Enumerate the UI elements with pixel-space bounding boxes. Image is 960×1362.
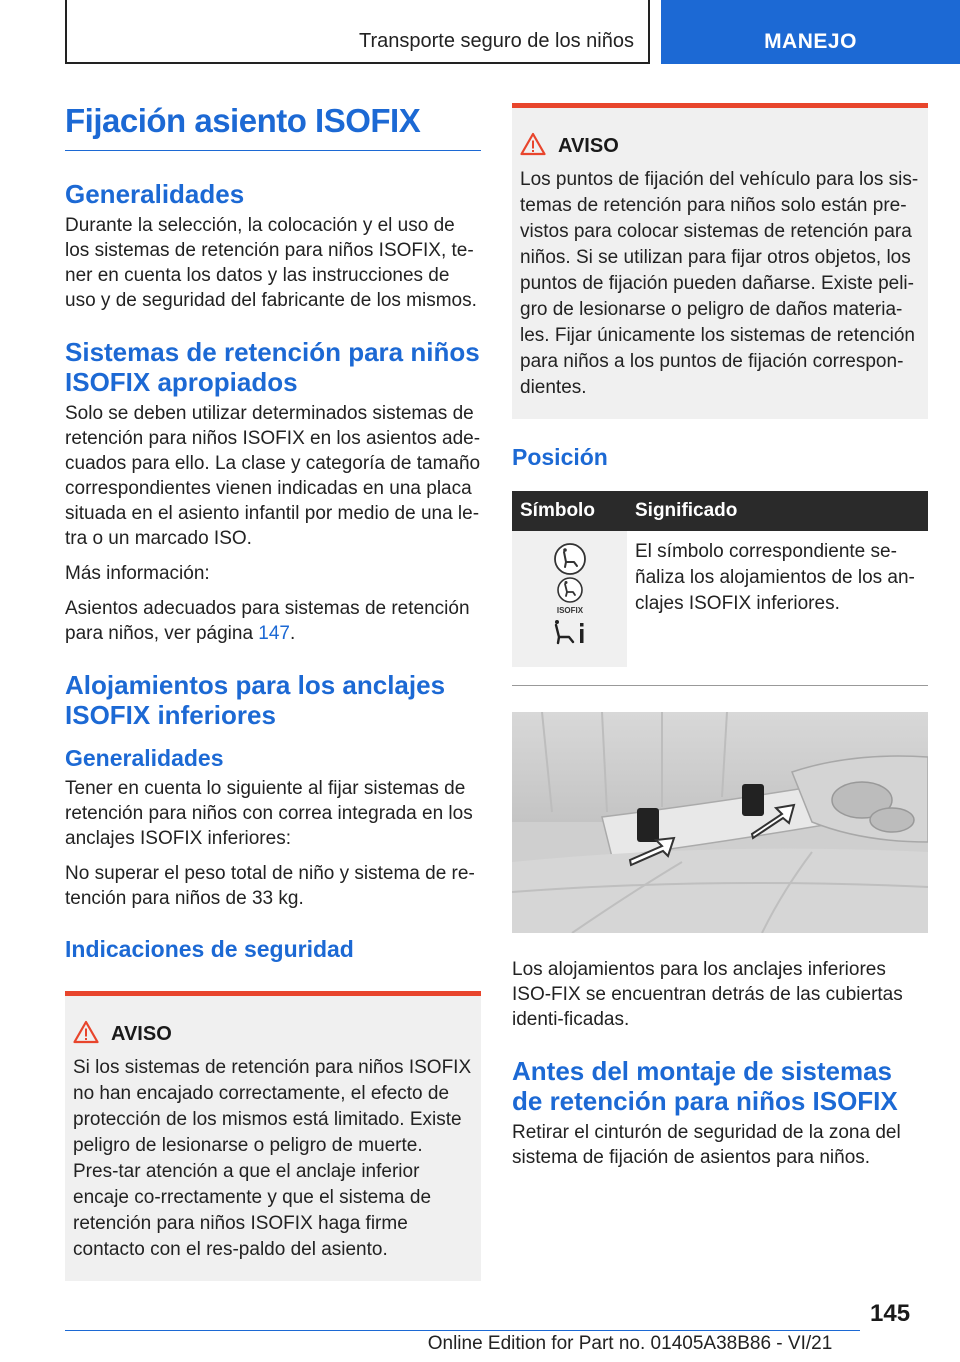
general-text: Durante la selección, la colocación y el uso de los sistemas de retención para niños ISOFIX, te-ner en cuenta los datos y las instrucciones de uso y de seguridad del fabricante de los mismos. bbox=[65, 215, 477, 311]
left-column bbox=[65, 100, 481, 1281]
footer-rule bbox=[65, 1330, 860, 1331]
warning-title: AVISO bbox=[558, 135, 619, 157]
heading-general: Generalidades bbox=[65, 179, 245, 209]
footer-edition: Online Edition for Part no. 01405A38B86 - VI/21 bbox=[427, 1333, 833, 1354]
isofix-label: ISOFIX bbox=[556, 606, 583, 615]
page-title: Fijación asiento ISOFIX bbox=[65, 100, 481, 151]
table-header-meaning: Significado bbox=[627, 491, 928, 531]
heading-isofix-systems: Sistemas de retención para niños ISOFIX apropiados bbox=[65, 337, 480, 397]
heading-safety: Indicaciones de seguridad bbox=[65, 936, 354, 962]
warning-text: Los puntos de fijación del vehículo para los sis-temas de retención para niños solo están pre-vistos para colocar sistemas de retención para niños. Si se utilizan para fijar otros objetos, los puntos de fijación pueden dañarse. Existe peli-gro de lesionarse o peligro de daños materia-les. Fijar únicamente los sistemas de retención para niños a los puntos de fijación correspon-dientes. bbox=[520, 169, 919, 398]
weight-limit-text: No superar el peso total de niño y sistema de re-tención para niños de 33 kg. bbox=[65, 863, 475, 909]
warning-triangle-icon bbox=[73, 1020, 99, 1049]
isofix-systems-text: Solo se deben utilizar determinados sistemas de retención para niños ISOFIX en los asientos ade-cuados para ello. La clase y categoría de tamaño correspondientes vienen indicadas en una placa situada en el asiento infantil por medio de una le-tra o un marcado ISO. bbox=[65, 403, 481, 549]
symbol-cell bbox=[512, 531, 627, 667]
lower-anchors-text: Tener en cuenta lo siguiente al fijar sistemas de retención para niños con correa integrada en los anclajes ISOFIX inferiores: bbox=[65, 778, 473, 849]
photo-caption: Los alojamientos para los anclajes inferiores ISO-FIX se encuentran detrás de las cubiertas identi-ficadas. bbox=[512, 959, 903, 1030]
isofix-symbols-icon bbox=[540, 539, 600, 651]
table-row bbox=[512, 531, 928, 667]
before-mounting-text: Retirar el cinturón de seguridad de la zona del sistema de fijación de asientos para niños. bbox=[512, 1122, 901, 1168]
warning-title: AVISO bbox=[111, 1023, 172, 1045]
page-reference-link[interactable]: 147 bbox=[258, 623, 290, 644]
reference-paragraph bbox=[65, 596, 481, 646]
warning-box-left bbox=[65, 991, 481, 1281]
table-header-symbol: Símbolo bbox=[512, 491, 627, 531]
page-number: 145 bbox=[870, 1300, 911, 1327]
warning-box-right bbox=[512, 103, 928, 419]
more-info-label: Más información: bbox=[65, 563, 210, 584]
warning-triangle-icon bbox=[520, 132, 546, 161]
table-rule bbox=[512, 685, 928, 686]
heading-before-mounting: Antes del montaje de sistemas de retención para niños ISOFIX bbox=[512, 1056, 898, 1116]
warning-text: Si los sistemas de retención para niños ISOFIX no han encajado correctamente, el efecto de protección de los mismos está limitado. Existe peligro de lesionarse o peligro de muerte. Pres-tar atención a que el anclaje inferior encaje co-rrectamente y que el sistema de retención para niños ISOFIX haga firme contacto con el res-paldo del asiento. bbox=[73, 1057, 472, 1260]
isofix-anchors-photo bbox=[512, 712, 928, 933]
section-title: Transporte seguro de los niños bbox=[359, 30, 634, 52]
chapter-tab[interactable] bbox=[661, 0, 960, 64]
subheading-general: Generalidades bbox=[65, 745, 224, 771]
symbol-table bbox=[512, 491, 928, 667]
heading-lower-anchors: Alojamientos para los anclajes ISOFIX inferiores bbox=[65, 670, 446, 730]
right-column bbox=[512, 103, 928, 1170]
meaning-cell: El símbolo correspondiente se-ñaliza los alojamientos de los an-clajes ISOFIX inferiores. bbox=[635, 541, 915, 614]
reference-text: Asientos adecuados para sistemas de retención para niños, ver página bbox=[65, 598, 470, 644]
chapter-label: MANEJO bbox=[764, 30, 857, 53]
heading-position: Posición bbox=[512, 444, 608, 470]
header-section-box bbox=[65, 0, 650, 64]
reference-end: . bbox=[290, 623, 296, 644]
